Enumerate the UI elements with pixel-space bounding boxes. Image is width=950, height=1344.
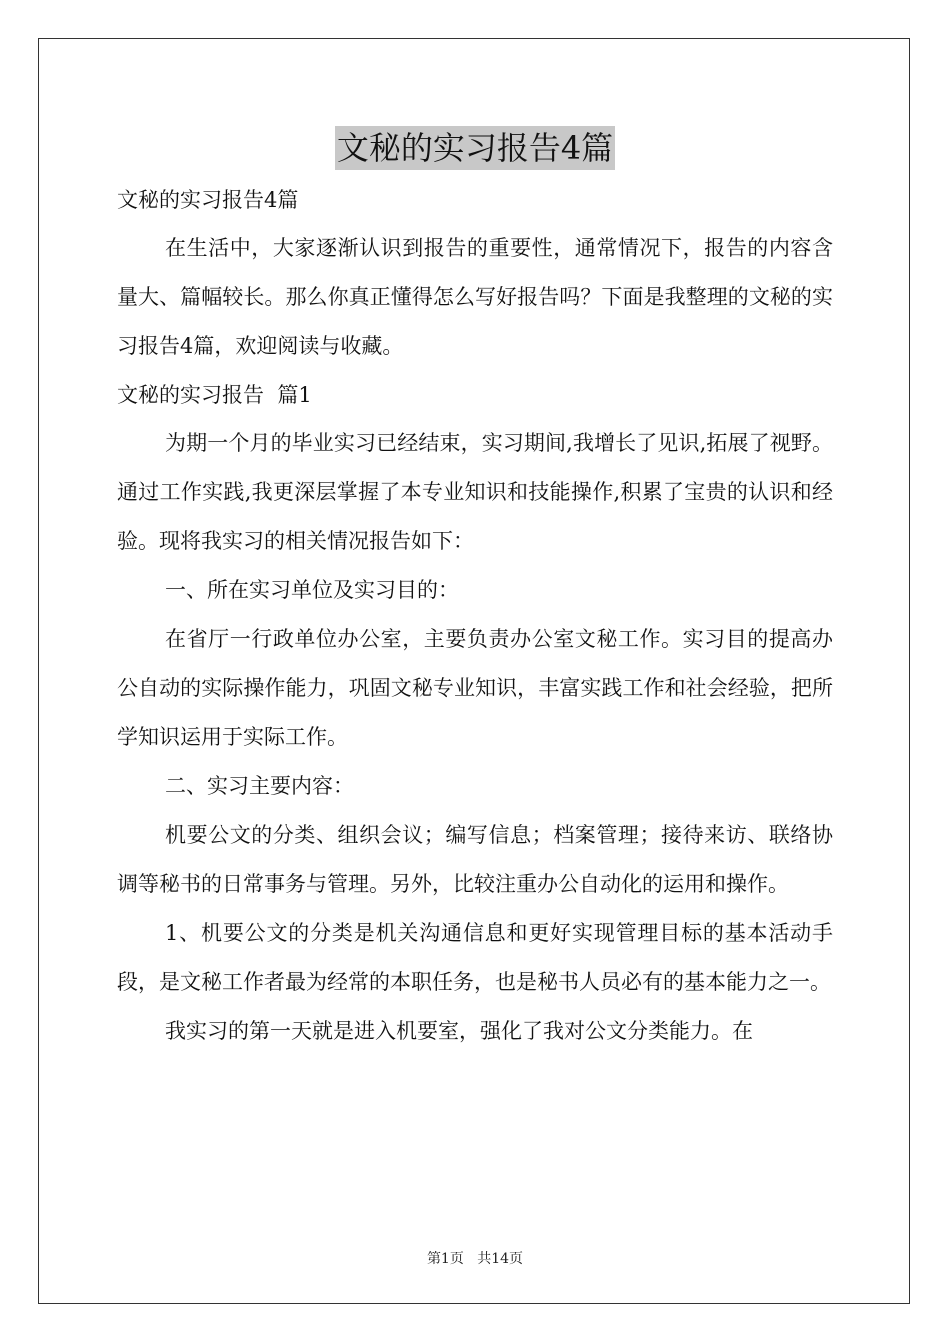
document-body (117, 176, 833, 1056)
paragraph-1: 为期一个月的毕业实习已经结束，实习期间,我增长了见识,拓展了视野。通过工作实践,我更深层掌握了本专业知识和技能操作,积累了宝贵的认识和经验。现将我实习的相关情况报告如下： (117, 431, 833, 553)
page-number: 第1页 (426, 1251, 464, 1267)
paragraph-5: 我实习的第一天就是进入机要室，强化了我对公文分类能力。在 (165, 1019, 753, 1043)
paragraph-2: 在省厅一行政单位办公室，主要负责办公室文秘工作。实习目的提高办公自动的实际操作能力，巩固文秘专业知识，丰富实践工作和社会经验，把所学知识运用于实际工作。 (117, 627, 833, 749)
title-container (0, 126, 950, 170)
section-heading: 文秘的实习报告 篇1 (117, 383, 312, 407)
intro-paragraph: 在生活中，大家逐渐认识到报告的重要性，通常情况下，报告的内容含量大、篇幅较长。那么你真正懂得怎么写好报告吗？下面是我整理的文秘的实习报告4篇，欢迎阅读与收藏。 (117, 236, 833, 358)
document-title: 文秘的实习报告4篇 (335, 126, 615, 170)
subheading-2: 二、实习主要内容： (165, 774, 354, 798)
page-footer (0, 1248, 950, 1268)
paragraph-4: 1、机要公文的分类是机关沟通信息和更好实现管理目标的基本活动手段，是文秘工作者最为经常的本职任务，也是秘书人员必有的基本能力之一。 (117, 921, 833, 994)
document-subtitle: 文秘的实习报告4篇 (117, 188, 299, 212)
subheading-1: 一、所在实习单位及实习目的： (165, 578, 459, 602)
page-total: 共14页 (477, 1251, 524, 1267)
paragraph-3: 机要公文的分类、组织会议；编写信息；档案管理；接待来访、联络协调等秘书的日常事务与管理。另外，比较注重办公自动化的运用和操作。 (117, 823, 833, 896)
